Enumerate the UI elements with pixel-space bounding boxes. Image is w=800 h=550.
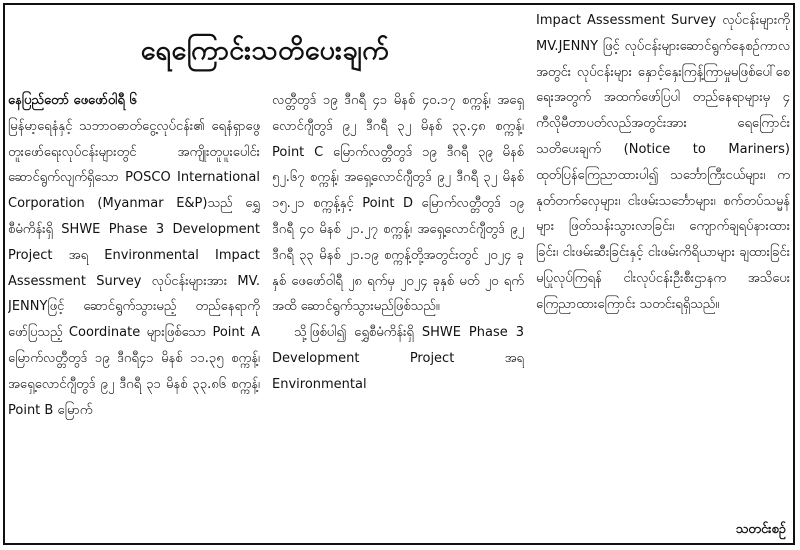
headline: ရေကြောင်းသတိပေးချက်: [140, 35, 390, 66]
article-column-3: [536, 8, 790, 538]
signature-byline: သတင်းစဉ်: [735, 522, 786, 537]
article-paragraph-1: မြန်မာ့ရေနံနှင့် သဘာဝဓာတ်ငွေ့လုပ်ငန်း၏ ရေနံရှာဖွေတူးဖော်ရေးလုပ်ငန်းများတွင် အကျိုးတူပူးပေါင်းဆောင်ရွက်လျက်ရှိသော POSCO International Corporation (Myanmar E&P)သည် ရွှေစီမံကိန်းရှိ SHWE Phase 3 Development Project အရ Environmental Impact Assessment Survey လုပ်ငန်းများအား MV. JENNYဖြင့် ဆောင်ရွက်သွားမည့် တည်နေရာကို ဖော်ပြသည့် Coordinate များဖြစ်သော Point A မြောက်လတ္တီတွဒ် ၁၉ ဒီဂရီ၄၁ မိနစ် ၁၁.၃၅ စက္ကန့်၊ အရှေ့လောင်ဂျီတွဒ် ၉၂ ဒီဂရီ ၃၁ မိနစ် ၃၃.၈၆ စက္ကန့်၊ Point B မြောက်: [8, 118, 260, 418]
article-paragraph-2: လတ္တီတွဒ် ၁၉ ဒီဂရီ ၄၁ မိနစ် ၄၀.၁၇ စက္ကန့်၊ အရှေ့လောင်ဂျီတွဒ် ၉၂ ဒီဂရီ ၃၂ မိနစ် ၃၃.၄၈ စက္ကန့်၊ Point C မြောက်လတ္တီတွဒ် ၁၉ ဒီဂရီ ၃၉ မိနစ် ၅၂.၆၇ စက္ကန့်၊ အရှေ့လောင်ဂျီတွဒ် ၉၂ ဒီဂရီ ၃၂ မိနစ် ၁၅.၂၁ စက္ကန့်နှင့် Point D မြောက်လတ္တီတွဒ် ၁၉ ဒီဂရီ ၄၀ မိနစ် ၂၁.၂၇ စက္ကန့်၊ အရှေ့လောင်ဂျီတွဒ် ၉၂ ဒီဂရီ ၃၃ မိနစ် ၂၁.၁၉ စက္ကန့်တို့အတွင်းတွင် ၂၀၂၄ ခုနှစ် ဖေဖော်ဝါရီ ၂၈ ရက်မှ ၂၀၂၄ ခုနှစ် မတ် ၂၀ ရက်အထိ ဆောင်ရွက်သွားမည်ဖြစ်သည်။: [272, 93, 524, 315]
article-paragraph-4: Impact Assessment Survey လုပ်ငန်းများကို MV.JENNY ဖြင့် လုပ်ငန်းများဆောင်ရွက်နေစဉ်ကာလအတွင်း လုပ်ငန်းများ နှောင့်နှေးကြန့်ကြာမှုမဖြစ်ပေါ်စေရေးအတွက် အထက်ဖော်ပြပါ တည်နေရာများမှ ၄ ကီလိုမီတာပတ်လည်အတွင်းအား ရေကြောင်းသတိပေးချက် (Notice to Mariners) ထုတ်ပြန်ကြေညာထားပါ၍ သင်္ဘောကြီးငယ်များ၊ ကနုတ်တက်လှေများ၊ ငါးဖမ်းသင်္ဘောများ၊ စက်တပ်သမ္မန်များ ဖြတ်သန်းသွားလာခြင်း၊ ကျောက်ချရပ်နားထားခြင်း၊ ငါးဖမ်းဆီးခြင်းနှင့် ငါးဖမ်းကိရိယာများ ချထားခြင်းမပြုလုပ်ကြရန် ငါးလုပ်ငန်းဦးစီးဌာနက အသိပေးကြေညာထားကြောင်း သတင်းရရှိသည်။: [536, 13, 790, 312]
article-column-2: [272, 88, 524, 538]
dateline: နေပြည်တော် ဖေဖော်ဝါရီ ၆: [8, 93, 137, 108]
article-column-1: [8, 88, 260, 538]
article-paragraph-3: သို့ဖြစ်ပါ၍ ရွှေစီမံကိန်းရှိ SHWE Phase 3 Development Project အရ Environmental: [272, 325, 524, 392]
